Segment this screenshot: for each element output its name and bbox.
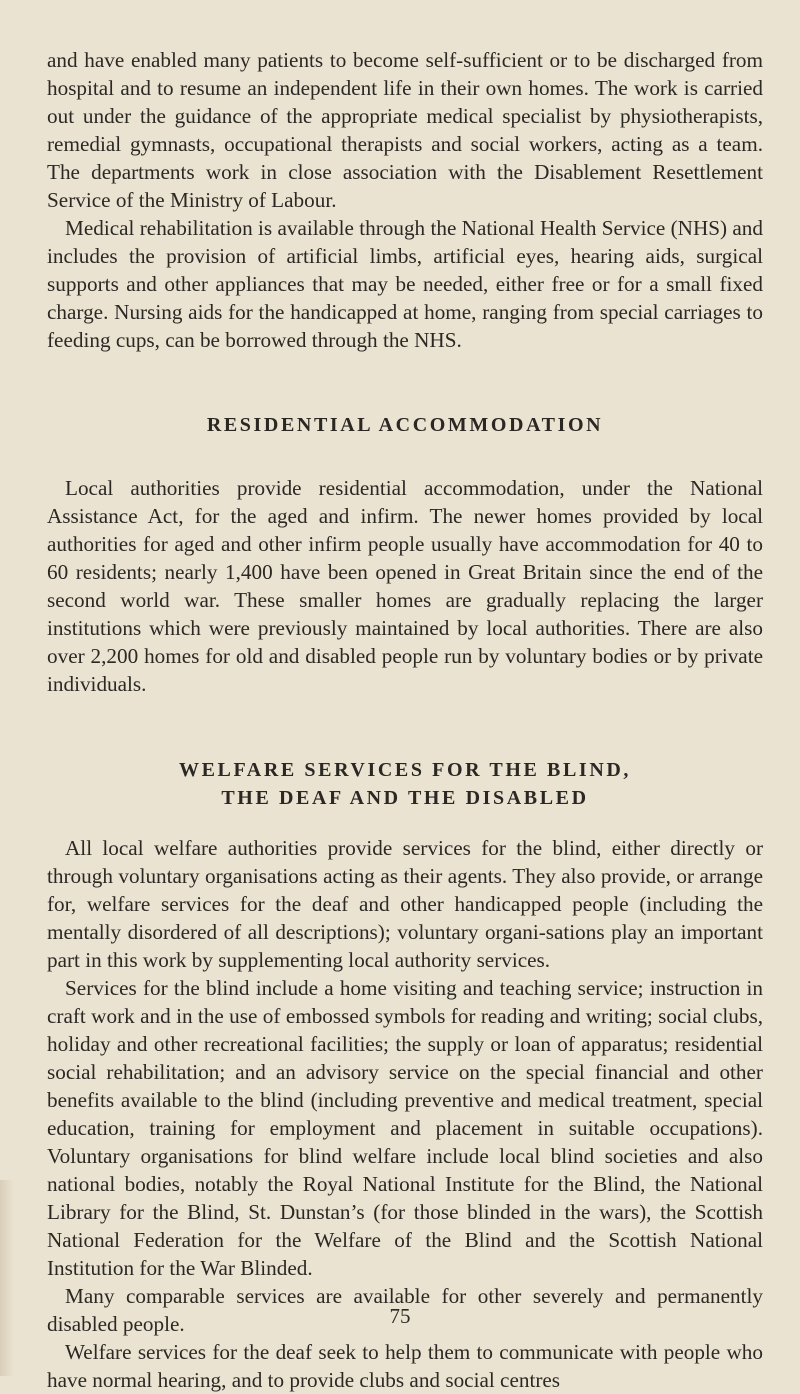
heading-welfare-line1: WELFARE SERVICES FOR THE BLIND, [178,759,632,781]
page-number: 75 [389,1304,411,1328]
paragraph-deaf-services: Welfare services for the deaf seek to help them to communicate with people who have normal hearing, and to provide clubs and social centres [47,1340,763,1392]
paragraph-medical-rehabilitation: Medical rehabilitation is available through the National Health Service (NHS) and includes the provision of artificial limbs, artificial eyes, hearing aids, surgical supports and other appliances that may be needed, either free or for a small fixed charge. Nursing aids for the handicapped at home, ranging from special carriages to feeding cups, can be borrowed through the NHS. [47,216,763,352]
paragraph-blind-services: Services for the blind include a home visiting and teaching service; instruction in craft work and in the use of embossed symbols for reading and writing; social clubs, holiday and other recreational facilities; the supply or loan of apparatus; residential social rehabilitation; and an advisory service on the special financial and other benefits available to the blind (including preventive and medical treatment, special education, training for employment and placement in suitable occupations). Voluntary organisations for blind welfare include local blind societies and also national bodies, notably the Royal National Institute for the Blind, the National Library for the Blind, St. Dunstan’s (for those blinded in the wars), the Scottish National Federation for the Welfare of the Blind and the Scottish National Institution for the War Blinded. [47,976,763,1280]
paragraph-residential: Local authorities provide residential accommodation, under the National Assistance Act, for the aged and infirm. The newer homes provided by local authorities for aged and other infirm people usually have accommodation for 40 to 60 residents; nearly 1,400 have been opened in Great Britain since the end of the second world war. These smaller homes are gradually replacing the larger institutions which were previously maintained by local authorities. There are also over 2,200 homes for old and disabled people run by voluntary bodies or by private individuals. [47,476,763,696]
paragraph-welfare-authorities: All local welfare authorities provide services for the blind, either directly or through voluntary organisations acting as their agents. They also provide, or arrange for, welfare services for the deaf and other handicapped people (including the mentally disordered of all descriptions); voluntary organi-sations play an important part in this work by supplementing local authority services. [47,836,763,972]
heading-welfare-line2: THE DEAF AND THE DISABLED [221,787,589,809]
heading-welfare-services [47,756,763,812]
document-page [47,46,763,1394]
page-edge-shadow [0,1180,14,1376]
heading-residential-accommodation: RESIDENTIAL ACCOMMODATION [206,414,604,436]
paragraph-rehab-intro: and have enabled many patients to become self-sufficient or to be discharged from hospital and to resume an independent life in their own homes. The work is carried out under the guidance of the appropriate medical specialist by physiotherapists, remedial gymnasts, occupational therapists and social workers, acting as a team. The departments work in close association with the Disablement Resettlement Service of the Ministry of Labour. [47,48,763,212]
paragraph-disabled-services: Many comparable services are available for other severely and permanently disabled people. [47,1284,763,1336]
